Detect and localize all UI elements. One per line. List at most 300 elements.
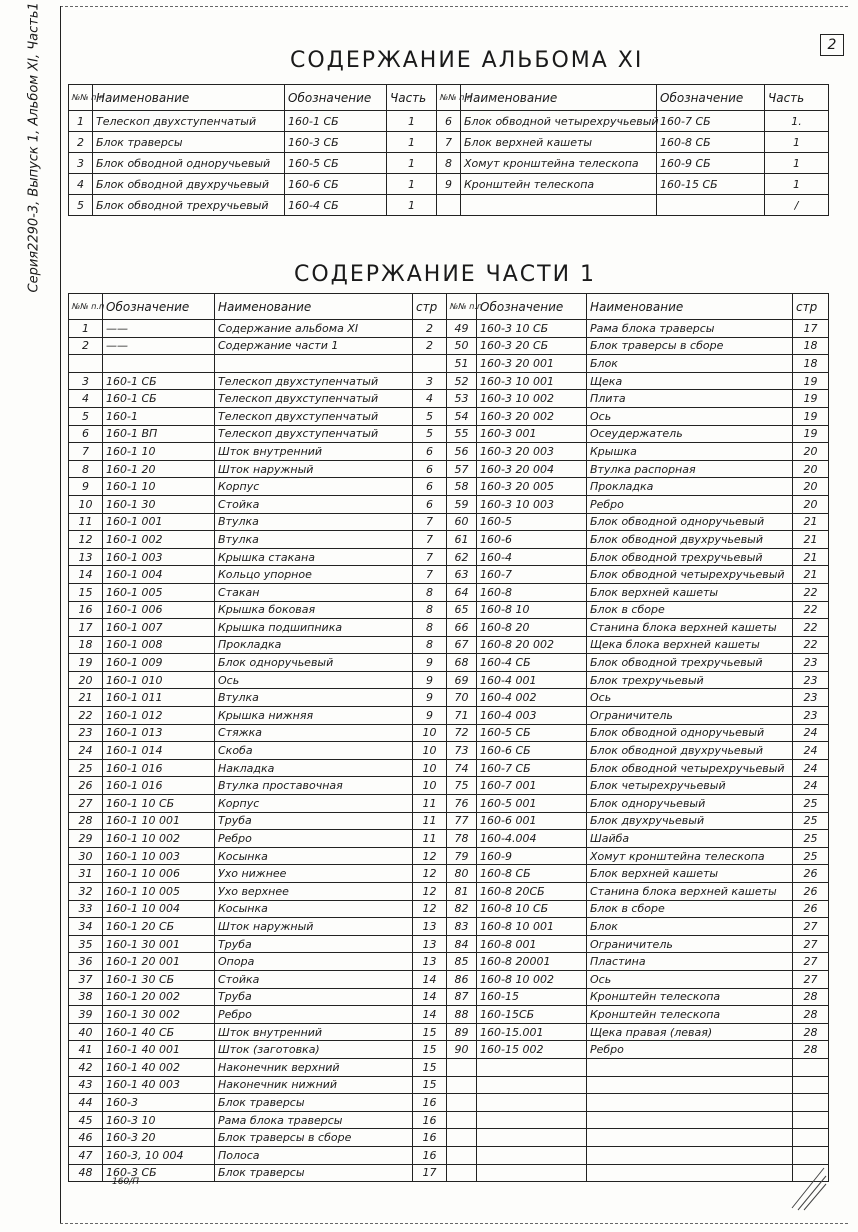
part-cell-page: 13 <box>413 935 447 953</box>
part-cell-name <box>587 1164 793 1182</box>
part-table-row <box>69 531 829 549</box>
part-table-row <box>69 583 829 601</box>
corner-stroke-mark <box>788 1162 828 1212</box>
part-cell-page: 12 <box>413 900 447 918</box>
part-cell-name: Ухо верхнее <box>215 883 413 901</box>
part-cell-name: Стакан <box>215 583 413 601</box>
part-cell-page: 12 <box>413 883 447 901</box>
part-cell-page: 16 <box>413 1094 447 1112</box>
part-header-no-right: №№ п.п <box>447 294 477 320</box>
part-cell-page: 5 <box>413 407 447 425</box>
part-cell-name: Шток наружный <box>215 460 413 478</box>
part-cell-name <box>587 1111 793 1129</box>
part-cell-no: 87 <box>447 988 477 1006</box>
part-cell-page: 8 <box>413 583 447 601</box>
part-cell-name: Блок в сборе <box>587 601 793 619</box>
part-cell-page: 25 <box>793 812 829 830</box>
part-cell-name: Стойка <box>215 970 413 988</box>
part-cell-no: 48 <box>69 1164 103 1182</box>
part-cell-page: 25 <box>793 830 829 848</box>
part-cell-name: Блок трехручьевый <box>587 671 793 689</box>
part-cell-designation: 160-3, 10 004 <box>103 1146 215 1164</box>
part-cell-name: Блок двухручьевый <box>587 812 793 830</box>
part-cell-page: 19 <box>793 407 829 425</box>
part-cell-designation: 160-1 10 005 <box>103 883 215 901</box>
part-cell-designation: 160-8 10 <box>477 601 587 619</box>
part-cell-page: 6 <box>413 460 447 478</box>
part-cell-designation: 160-1 012 <box>103 707 215 725</box>
part-table-row <box>69 1164 829 1182</box>
part-cell-designation: —— <box>103 337 215 355</box>
part-cell-no: 27 <box>69 795 103 813</box>
part-cell-name: Содержание альбома XI <box>215 320 413 338</box>
part-cell-page: 28 <box>793 988 829 1006</box>
frame-bottom-line <box>60 1223 848 1224</box>
part-cell-name <box>587 1076 793 1094</box>
part-cell-designation: 160-3 20 003 <box>477 443 587 461</box>
part-cell-designation: 160-1 10 004 <box>103 900 215 918</box>
part-cell-name: Блок <box>587 355 793 373</box>
part-cell-name: Стойка <box>215 495 413 513</box>
part-cell-no: 6 <box>69 425 103 443</box>
part-cell-no: 17 <box>69 619 103 637</box>
part-contents-table <box>68 293 829 1182</box>
part-cell-designation: 160-8 20 002 <box>477 636 587 654</box>
part-cell-page: 6 <box>413 495 447 513</box>
part-cell-page: 23 <box>793 654 829 672</box>
part-cell-page: 24 <box>793 759 829 777</box>
part-cell-no: 15 <box>69 583 103 601</box>
album-cell-name: Блок обводной трехручьевый <box>93 195 285 216</box>
part-cell-page: 19 <box>793 425 829 443</box>
part-cell-name: Содержание части 1 <box>215 337 413 355</box>
part-cell-page: 2 <box>413 320 447 338</box>
part-cell-no: 26 <box>69 777 103 795</box>
part-table-row <box>69 619 829 637</box>
part-cell-name: Стяжка <box>215 724 413 742</box>
part-cell-designation: 160-1 013 <box>103 724 215 742</box>
part-cell-page: 25 <box>793 847 829 865</box>
part-cell-designation: 160-7 <box>477 566 587 584</box>
part-cell-page: 28 <box>793 1041 829 1059</box>
part-cell-no: 51 <box>447 355 477 373</box>
part-cell-no <box>69 355 103 373</box>
part-cell-name: Блок траверсы в сборе <box>587 337 793 355</box>
part-header-designation-right: Обозначение <box>477 294 587 320</box>
album-cell-name: Блок обводной двухручьевый <box>93 174 285 195</box>
part-cell-no: 46 <box>69 1129 103 1147</box>
part-cell-no: 25 <box>69 759 103 777</box>
part-cell-name: Блок обводной четырехручьевый <box>587 759 793 777</box>
part-cell-name: Ребро <box>215 1006 413 1024</box>
part-cell-no: 33 <box>69 900 103 918</box>
part-table-row <box>69 1041 829 1059</box>
part-cell-designation: 160-3 10 СБ <box>477 320 587 338</box>
part-cell-name: Блок обводной двухручьевый <box>587 531 793 549</box>
part-cell-no: 16 <box>69 601 103 619</box>
part-table-row <box>69 742 829 760</box>
part-cell-no <box>447 1129 477 1147</box>
part-cell-designation: 160-5 001 <box>477 795 587 813</box>
part-cell-no: 73 <box>447 742 477 760</box>
part-cell-designation: 160-1 005 <box>103 583 215 601</box>
signature: 160/П <box>112 1177 139 1187</box>
part-cell-page <box>413 355 447 373</box>
part-cell-name <box>587 1146 793 1164</box>
part-cell-designation: 160-1 40 002 <box>103 1058 215 1076</box>
part-cell-no: 81 <box>447 883 477 901</box>
part-cell-no: 75 <box>447 777 477 795</box>
part-cell-designation: 160-1 30 <box>103 495 215 513</box>
part-cell-name: Труба <box>215 812 413 830</box>
part-cell-page: 20 <box>793 443 829 461</box>
part-cell-name: Втулка <box>215 531 413 549</box>
part-table-row <box>69 320 829 338</box>
part-cell-designation: 160-1 10 001 <box>103 812 215 830</box>
part-cell-page: 16 <box>413 1111 447 1129</box>
part-cell-name: Пластина <box>587 953 793 971</box>
part-cell-no: 21 <box>69 689 103 707</box>
part-cell-no: 49 <box>447 320 477 338</box>
album-cell-name: Телескоп двухступенчатый <box>93 111 285 132</box>
part-cell-name <box>587 1058 793 1076</box>
album-cell-part: 1. <box>765 111 829 132</box>
part-cell-designation <box>477 1146 587 1164</box>
album-cell-name <box>461 195 657 216</box>
part-cell-no: 69 <box>447 671 477 689</box>
part-table-row <box>69 900 829 918</box>
part-cell-no: 80 <box>447 865 477 883</box>
part-cell-designation: 160-1 10 006 <box>103 865 215 883</box>
part-table-row <box>69 1094 829 1112</box>
part-cell-page: 19 <box>793 372 829 390</box>
part-cell-name: Втулка <box>215 513 413 531</box>
part-cell-designation: 160-8 СБ <box>477 865 587 883</box>
part-cell-name: Шайба <box>587 830 793 848</box>
part-cell-page: 9 <box>413 689 447 707</box>
part-cell-designation: 160-1 30 002 <box>103 1006 215 1024</box>
album-cell-name: Блок обводной четырехручьевый <box>461 111 657 132</box>
album-header-name-right: Наименование <box>461 85 657 111</box>
part-cell-page: 22 <box>793 583 829 601</box>
part-cell-name: Накладка <box>215 759 413 777</box>
part-cell-name: Опора <box>215 953 413 971</box>
part-cell-designation <box>477 1058 587 1076</box>
album-table-row <box>69 132 829 153</box>
part-table-row <box>69 812 829 830</box>
part-cell-name: Блок обводной одноручьевый <box>587 724 793 742</box>
album-cell-name: Блок траверсы <box>93 132 285 153</box>
part-table-row <box>69 513 829 531</box>
part-cell-no <box>447 1146 477 1164</box>
part-table-row <box>69 407 829 425</box>
album-cell-name: Кронштейн телескопа <box>461 174 657 195</box>
part-cell-no: 18 <box>69 636 103 654</box>
album-cell-designation: 160-4 СБ <box>285 195 387 216</box>
part-cell-no: 28 <box>69 812 103 830</box>
part-cell-designation: 160-3 001 <box>477 425 587 443</box>
part-cell-no: 82 <box>447 900 477 918</box>
part-table-row <box>69 988 829 1006</box>
part-cell-no: 60 <box>447 513 477 531</box>
part-cell-page: 26 <box>793 900 829 918</box>
part-cell-designation: 160-3 10 001 <box>477 372 587 390</box>
part-cell-name: Косынка <box>215 900 413 918</box>
part-cell-designation: 160-1 40 001 <box>103 1041 215 1059</box>
part-table-row <box>69 337 829 355</box>
part-cell-designation <box>477 1111 587 1129</box>
album-cell-no: 4 <box>69 174 93 195</box>
part-cell-name: Телескоп двухступенчатый <box>215 407 413 425</box>
album-table-row <box>69 111 829 132</box>
part-cell-name: Блок четырехручьевый <box>587 777 793 795</box>
part-cell-name: Щека блока верхней кашеты <box>587 636 793 654</box>
part-cell-page: 6 <box>413 478 447 496</box>
part-cell-designation: 160-6 <box>477 531 587 549</box>
part-cell-designation: 160-1 014 <box>103 742 215 760</box>
part-cell-no: 45 <box>69 1111 103 1129</box>
part-cell-no <box>447 1076 477 1094</box>
part-cell-name: Крышка нижняя <box>215 707 413 725</box>
part-cell-name: Кольцо упорное <box>215 566 413 584</box>
part-cell-name: Крышка <box>587 443 793 461</box>
part-cell-name: Кронштейн телескопа <box>587 1006 793 1024</box>
part-cell-designation: 160-4 002 <box>477 689 587 707</box>
part-cell-name: Телескоп двухступенчатый <box>215 372 413 390</box>
part-cell-no: 71 <box>447 707 477 725</box>
part-cell-designation: 160-3 10 003 <box>477 495 587 513</box>
part-cell-page: 10 <box>413 759 447 777</box>
part-cell-page: 9 <box>413 654 447 672</box>
album-cell-no: 2 <box>69 132 93 153</box>
part-cell-name: Корпус <box>215 795 413 813</box>
part-cell-no: 34 <box>69 918 103 936</box>
part-cell-designation: 160-1 003 <box>103 548 215 566</box>
album-table-row <box>69 195 829 216</box>
part-cell-designation: 160-4.004 <box>477 830 587 848</box>
part-cell-page: 6 <box>413 443 447 461</box>
part-cell-name: Блок обводной одноручьевый <box>587 513 793 531</box>
part-cell-page: 5 <box>413 425 447 443</box>
album-cell-part: / <box>765 195 829 216</box>
part-cell-page: 11 <box>413 830 447 848</box>
part-cell-designation: 160-8 20 <box>477 619 587 637</box>
part-cell-page: 17 <box>793 320 829 338</box>
part-cell-page: 15 <box>413 1041 447 1059</box>
part-cell-page: 11 <box>413 795 447 813</box>
part-table-row <box>69 1146 829 1164</box>
album-cell-no <box>437 195 461 216</box>
album-cell-part: 1 <box>387 174 437 195</box>
album-cell-designation: 160-3 СБ <box>285 132 387 153</box>
part-cell-no: 47 <box>69 1146 103 1164</box>
part-cell-page: 15 <box>413 1023 447 1041</box>
album-cell-part: 1 <box>765 153 829 174</box>
album-cell-part: 1 <box>765 174 829 195</box>
part-cell-page: 22 <box>793 619 829 637</box>
part-cell-designation: 160-4 СБ <box>477 654 587 672</box>
part-cell-designation: 160-1 10 002 <box>103 830 215 848</box>
part-cell-name: Шток наружный <box>215 918 413 936</box>
part-cell-name: Блок верхней кашеты <box>587 865 793 883</box>
part-header-page-left: стр <box>413 294 447 320</box>
part-cell-page: 12 <box>413 865 447 883</box>
part-cell-designation: 160-3 20 002 <box>477 407 587 425</box>
part-cell-no: 62 <box>447 548 477 566</box>
part-cell-page: 7 <box>413 513 447 531</box>
part-cell-designation: 160-1 10 <box>103 478 215 496</box>
part-cell-designation: 160-1 40 СБ <box>103 1023 215 1041</box>
part-cell-page: 26 <box>793 865 829 883</box>
part-cell-no: 58 <box>447 478 477 496</box>
album-cell-part: 1 <box>387 132 437 153</box>
part-cell-page: 17 <box>413 1164 447 1182</box>
part-cell-no: 74 <box>447 759 477 777</box>
part-cell-designation: 160-1 001 <box>103 513 215 531</box>
album-cell-name: Хомут кронштейна телескопа <box>461 153 657 174</box>
part-cell-name: Ось <box>587 689 793 707</box>
part-table-row <box>69 1111 829 1129</box>
part-header-no-left: №№ п.п <box>69 294 103 320</box>
album-cell-part: 1 <box>387 111 437 132</box>
part-cell-designation: 160-6 СБ <box>477 742 587 760</box>
part-cell-no: 39 <box>69 1006 103 1024</box>
part-cell-name: Ось <box>215 671 413 689</box>
series-sidebar-text: Серия2290-3, Выпуск 1, Альбом XI, Часть1 <box>26 2 42 293</box>
part-cell-page: 23 <box>793 671 829 689</box>
part-cell-page: 22 <box>793 601 829 619</box>
part-cell-no: 19 <box>69 654 103 672</box>
album-header-no-left: №№ п.п <box>69 85 93 111</box>
part-cell-no: 9 <box>69 478 103 496</box>
part-cell-name: Косынка <box>215 847 413 865</box>
album-cell-designation: 160-7 СБ <box>657 111 765 132</box>
part-cell-name <box>215 355 413 373</box>
album-cell-designation: 160-15 СБ <box>657 174 765 195</box>
part-table-row <box>69 689 829 707</box>
part-cell-page: 14 <box>413 970 447 988</box>
part-cell-designation <box>477 1076 587 1094</box>
part-cell-name: Шток внутренний <box>215 443 413 461</box>
part-cell-designation: 160-1 <box>103 407 215 425</box>
part-cell-no: 79 <box>447 847 477 865</box>
part-cell-designation: 160-3 20 005 <box>477 478 587 496</box>
part-cell-no <box>447 1164 477 1182</box>
part-cell-designation: 160-1 20 002 <box>103 988 215 1006</box>
part-cell-name: Скоба <box>215 742 413 760</box>
part-cell-designation <box>477 1164 587 1182</box>
part-cell-page <box>793 1111 829 1129</box>
part-cell-designation: 160-1 006 <box>103 601 215 619</box>
part-cell-no: 84 <box>447 935 477 953</box>
part-cell-no: 2 <box>69 337 103 355</box>
part-cell-name: Блок траверсы <box>215 1164 413 1182</box>
part-cell-name: Блок обводной трехручьевый <box>587 548 793 566</box>
part-cell-page <box>793 1058 829 1076</box>
part-table-row <box>69 970 829 988</box>
part-cell-no: 30 <box>69 847 103 865</box>
album-cell-no: 7 <box>437 132 461 153</box>
part-cell-designation: 160-6 001 <box>477 812 587 830</box>
album-contents-title: СОДЕРЖАНИЕ АЛЬБОМА XI <box>290 48 644 73</box>
album-cell-designation: 160-8 СБ <box>657 132 765 153</box>
part-cell-page: 2 <box>413 337 447 355</box>
part-cell-name: Щека правая (левая) <box>587 1023 793 1041</box>
album-cell-no: 3 <box>69 153 93 174</box>
part-table-row <box>69 601 829 619</box>
part-cell-page: 16 <box>413 1129 447 1147</box>
part-cell-page: 9 <box>413 671 447 689</box>
part-cell-name: Втулка проставочная <box>215 777 413 795</box>
part-cell-name: Крышка боковая <box>215 601 413 619</box>
part-cell-designation: 160-8 10 001 <box>477 918 587 936</box>
part-cell-designation: 160-3 20 СБ <box>477 337 587 355</box>
part-cell-page: 10 <box>413 724 447 742</box>
part-cell-no: 66 <box>447 619 477 637</box>
part-table-row <box>69 1023 829 1041</box>
part-cell-designation: 160-1 10 СБ <box>103 795 215 813</box>
part-cell-no: 31 <box>69 865 103 883</box>
part-table-row <box>69 707 829 725</box>
part-cell-name: Телескоп двухступенчатый <box>215 425 413 443</box>
part-cell-designation: 160-1 10 003 <box>103 847 215 865</box>
part-cell-name: Блок <box>587 918 793 936</box>
part-cell-name: Блок одноручьевый <box>215 654 413 672</box>
part-cell-designation: 160-3 20 001 <box>477 355 587 373</box>
part-header-page-right: стр <box>793 294 829 320</box>
album-contents-table <box>68 84 829 216</box>
part-table-row <box>69 443 829 461</box>
part-cell-page: 15 <box>413 1076 447 1094</box>
part-cell-page: 24 <box>793 777 829 795</box>
part-cell-name: Блок верхней кашеты <box>587 583 793 601</box>
part-cell-designation: 160-15.001 <box>477 1023 587 1041</box>
part-cell-designation: 160-8 10 СБ <box>477 900 587 918</box>
part-cell-page: 27 <box>793 970 829 988</box>
part-table-row <box>69 636 829 654</box>
part-cell-no: 36 <box>69 953 103 971</box>
part-cell-no: 65 <box>447 601 477 619</box>
part-cell-no: 11 <box>69 513 103 531</box>
part-table-row <box>69 935 829 953</box>
part-cell-name: Прокладка <box>215 636 413 654</box>
album-cell-designation <box>657 195 765 216</box>
part-cell-designation: 160-3 20 <box>103 1129 215 1147</box>
part-cell-designation: 160-15 <box>477 988 587 1006</box>
part-cell-no: 89 <box>447 1023 477 1041</box>
part-cell-designation: 160-3 <box>103 1094 215 1112</box>
part-cell-page: 21 <box>793 566 829 584</box>
part-cell-no: 72 <box>447 724 477 742</box>
part-table-row <box>69 759 829 777</box>
part-table-row <box>69 795 829 813</box>
part-table-row <box>69 460 829 478</box>
part-cell-designation: 160-1 20 <box>103 460 215 478</box>
part-cell-no: 52 <box>447 372 477 390</box>
part-cell-name: Полоса <box>215 1146 413 1164</box>
part-cell-page: 27 <box>793 935 829 953</box>
part-cell-page: 24 <box>793 742 829 760</box>
part-cell-no <box>447 1111 477 1129</box>
part-table-row <box>69 865 829 883</box>
part-cell-page: 10 <box>413 742 447 760</box>
album-cell-part: 1 <box>387 195 437 216</box>
album-cell-designation: 160-9 СБ <box>657 153 765 174</box>
part-cell-designation: 160-8 10 002 <box>477 970 587 988</box>
part-cell-name: Шток (заготовка) <box>215 1041 413 1059</box>
album-cell-designation: 160-5 СБ <box>285 153 387 174</box>
part-cell-name: Ребро <box>587 495 793 513</box>
